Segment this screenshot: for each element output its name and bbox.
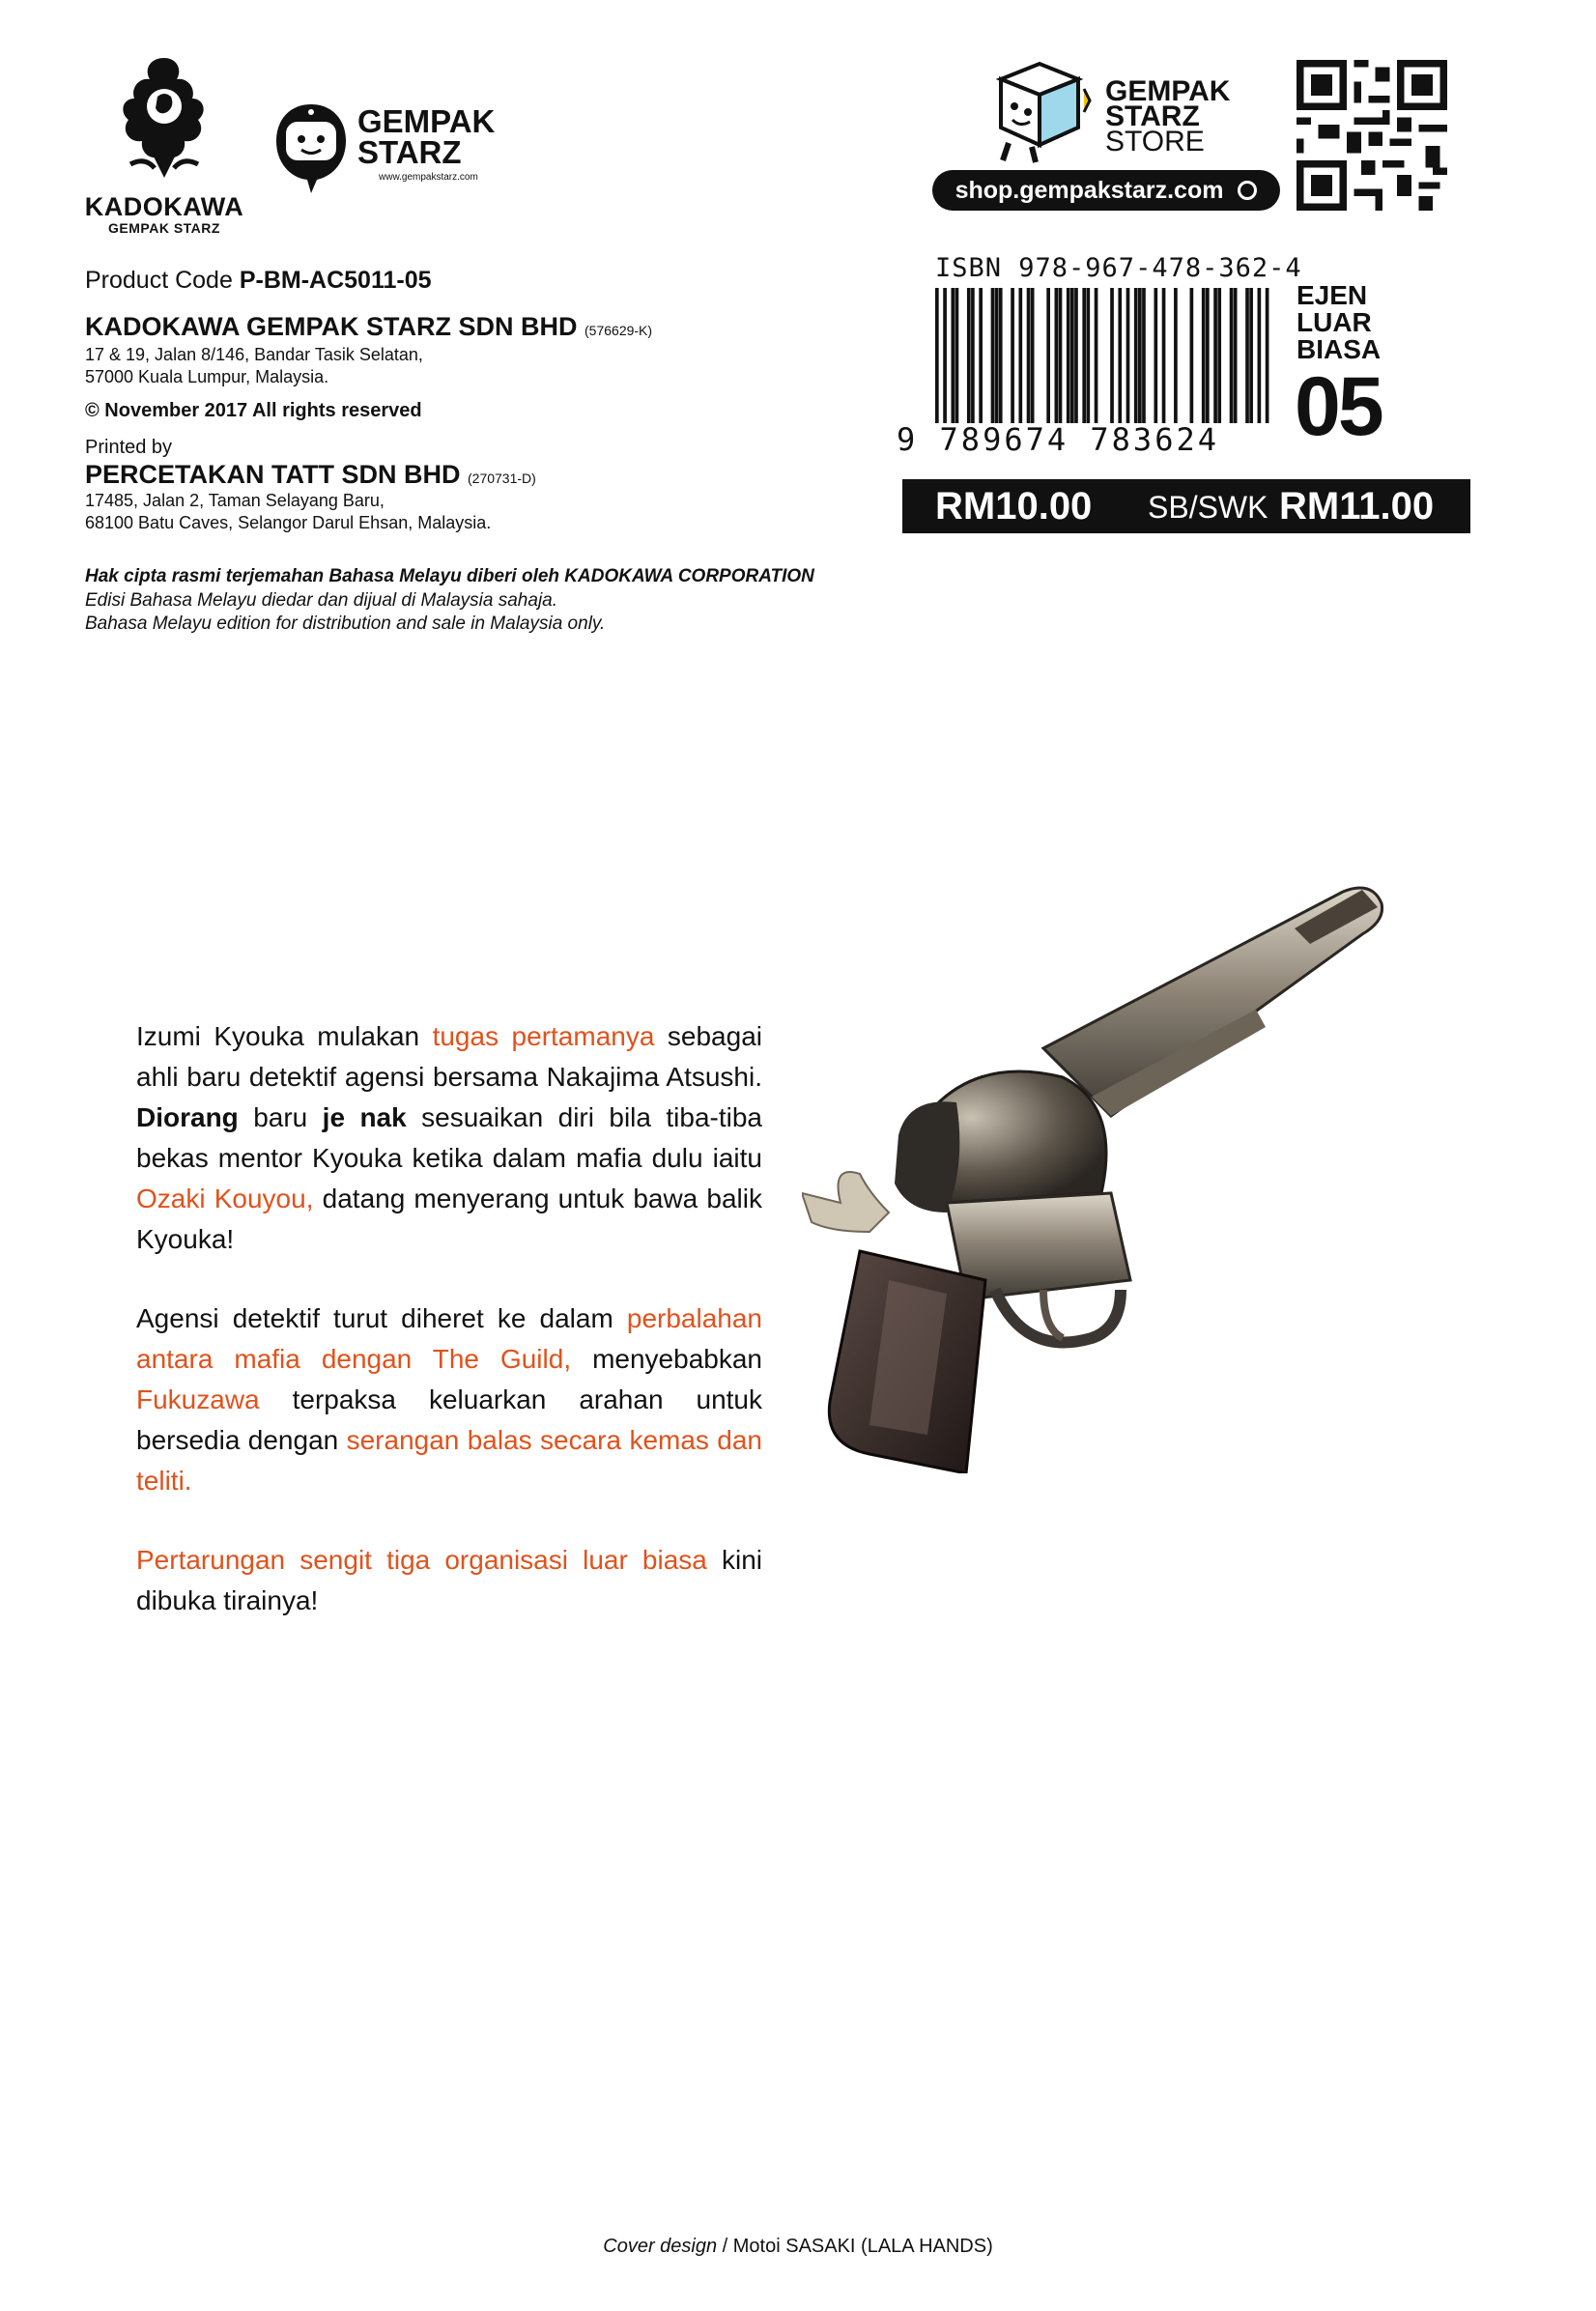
credit-name: Motoi SASAKI (LALA HANDS) [732, 2236, 993, 2257]
publisher-address-line1: 17 & 19, Jalan 8/146, Bandar Tasik Selatan, [85, 345, 423, 364]
printed-by-label: Printed by [85, 437, 173, 458]
phoenix-icon [101, 48, 227, 184]
printer-address-line2: 68100 Batu Caves, Selangor Darul Ehsan, Malaysia. [85, 513, 492, 532]
gempak-url: www.gempakstarz.com [379, 172, 478, 183]
synopsis-paragraph-2 [136, 1298, 762, 1501]
qr-code-icon[interactable] [1297, 60, 1447, 211]
search-icon [1238, 181, 1257, 200]
synopsis-text: Agensi detektif turut diheret ke dalam [136, 1303, 627, 1333]
synopsis-paragraph-1 [136, 1016, 762, 1260]
gempak-text: GEMPAK [357, 103, 496, 139]
box-mascot-icon [982, 50, 1097, 166]
synopsis-text: sebagai ahli baru detektif agensi bersama Nakajima Atsushi. [136, 1021, 762, 1092]
synopsis-text: menyebabkan [571, 1344, 762, 1374]
robot-face-icon [272, 100, 350, 195]
synopsis-text: Izumi Kyouka mulakan [136, 1021, 433, 1051]
product-code-label: Product Code [85, 267, 233, 294]
synopsis-text: datang menyerang untuk bawa balik Kyouka! [136, 1184, 762, 1254]
credit-separator: / [717, 2236, 733, 2257]
highlighted-text: perbalahan antara mafia dengan The Guild, [136, 1303, 762, 1374]
kadokawa-subtitle: GEMPAK STARZ [108, 220, 220, 236]
synopsis-paragraph-3 [136, 1540, 762, 1621]
publisher-name-text: KADOKAWA GEMPAK STARZ SDN BHD [85, 312, 578, 341]
gempak-starz-logo [272, 97, 504, 193]
legal-line2: Edisi Bahasa Melayu diedar dan dijual di Malaysia sahaja. [85, 590, 558, 611]
printer-reg: (270731-D) [468, 471, 536, 486]
price-box [902, 479, 1470, 533]
bold-text: Diorang [136, 1102, 239, 1132]
barcode-digits: 9 789674 783624 [897, 421, 1219, 458]
legal-line1: Hak cipta rasmi terjemahan Bahasa Melayu diberi oleh KADOKAWA CORPORATION [85, 566, 814, 586]
highlighted-text: tugas pertamanya [432, 1021, 655, 1051]
credit-label: Cover design [603, 2236, 718, 2257]
bold-text: je nak [322, 1102, 407, 1132]
isbn-text: ISBN 978-967-478-362-4 [935, 253, 1302, 283]
store-url-text: shop.gempakstarz.com [955, 177, 1224, 204]
starz-text: STARZ [357, 134, 462, 170]
highlighted-text: Ozaki Kouyou, [136, 1184, 314, 1213]
kadokawa-name: KADOKAWA [84, 192, 244, 221]
copyright: © November 2017 All rights reserved [85, 400, 422, 421]
highlighted-text: Fukuzawa [136, 1384, 260, 1414]
store-store-text: STORE [1105, 126, 1205, 157]
store-starz-text: STARZ [1105, 100, 1200, 132]
synopsis-text: terpaksa keluarkan arahan untuk bersedia dengan [136, 1384, 762, 1455]
cover-credit [0, 2236, 1596, 2258]
publisher-name [85, 312, 652, 342]
series-line2: LUAR [1297, 307, 1372, 337]
store-logo [982, 50, 1271, 176]
kadokawa-logo [77, 48, 251, 236]
barcode-icon [935, 288, 1273, 423]
series-line3: BIASA [1297, 334, 1382, 364]
price-main: RM10.00 [935, 485, 1093, 528]
printer-address-line1: 17485, Jalan 2, Taman Selayang Baru, [85, 491, 385, 510]
product-code [85, 267, 432, 295]
price-sb: RM11.00 [1279, 485, 1435, 528]
synopsis-text: baru [238, 1102, 323, 1132]
publisher-address-line2: 57000 Kuala Lumpur, Malaysia. [85, 367, 329, 386]
synopsis-text: kini dibuka tirainya! [136, 1545, 762, 1615]
store-gempak-text: GEMPAK [1105, 75, 1231, 107]
highlighted-text: Pertarungan sengit tiga organisasi luar biasa [136, 1545, 707, 1575]
store-url-link[interactable] [932, 170, 1280, 211]
price-sb-label: SB/SWK [1148, 490, 1268, 525]
highlighted-text: serangan balas secara kemas dan teliti. [136, 1425, 762, 1496]
product-code-value: P-BM-AC5011-05 [239, 267, 432, 294]
printer-name-text: PERCETAKAN TATT SDN BHD [85, 460, 461, 489]
revolver-illustration [802, 874, 1459, 1473]
volume-number: 05 [1295, 360, 1382, 453]
synopsis [136, 1016, 762, 1660]
legal-line3: Bahasa Melayu edition for distribution and sale in Malaysia only. [85, 613, 606, 634]
synopsis-text: sesuaikan diri bila tiba-tiba bekas mentor Kyouka ketika dalam mafia dulu iaitu [136, 1102, 762, 1173]
series-title [1297, 282, 1412, 363]
printer-name [85, 460, 536, 490]
series-line1: EJEN [1297, 280, 1368, 310]
publisher-reg: (576629-K) [584, 323, 653, 338]
